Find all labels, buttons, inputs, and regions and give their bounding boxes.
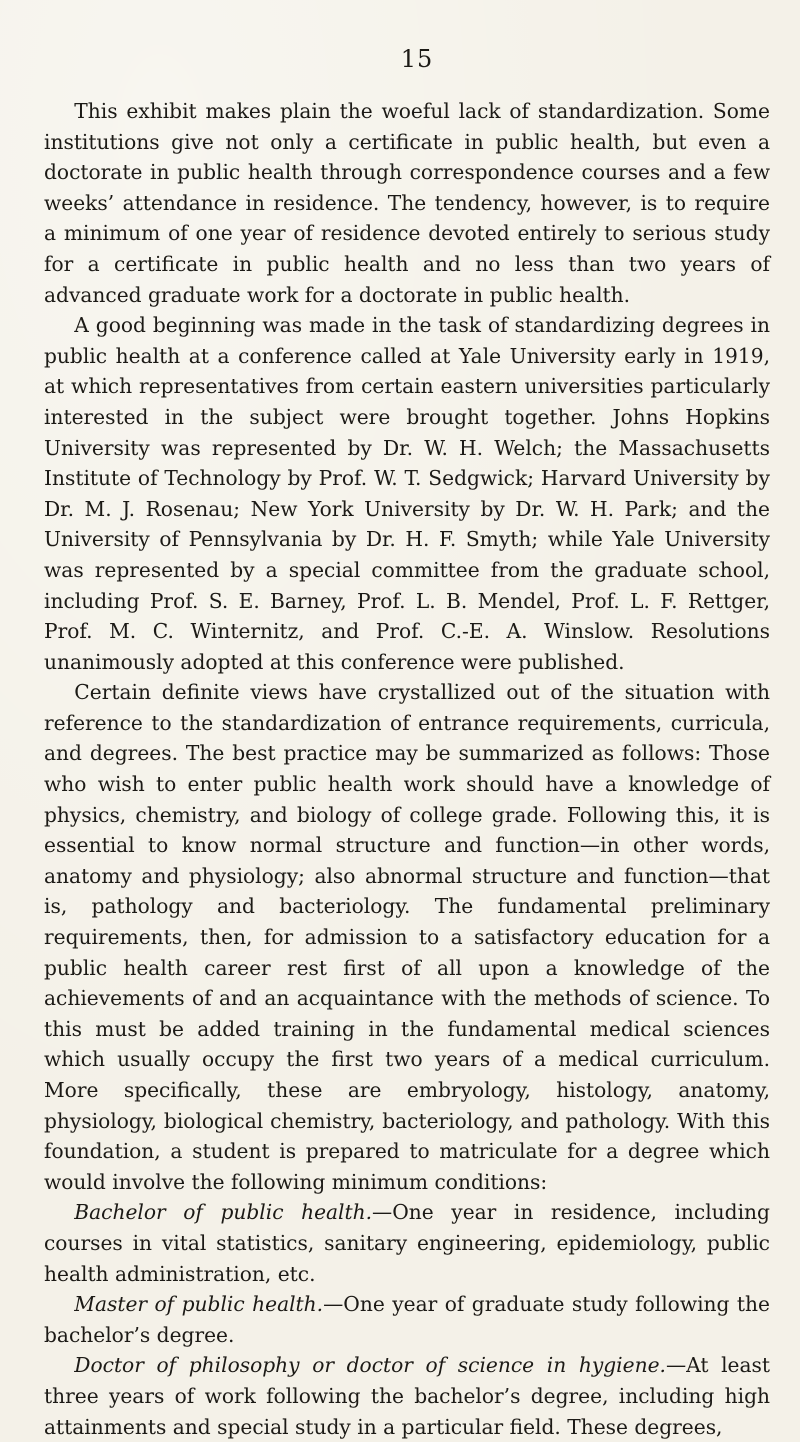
degree-master-description: —One year of graduate study following the bachelor’s degree. bbox=[44, 1292, 770, 1347]
body-text bbox=[44, 96, 770, 1442]
paragraph-yale-conference: A good beginning was made in the task of standardizing degrees in public health at a conference called at Yale University early in 1919, at which representatives from certain eastern universities particularly interested in the subject were brought together. Johns Hopkins University was represented by Dr. W. H. Welch; the Massachusetts Institute of Technology by Prof. W. T. Sedgwick; Harvard University by Dr. M. J. Rosenau; New York University by Dr. W. H. Park; and the University of Pennsylvania by Dr. H. F. Smyth; while Yale University was represented by a special committee from the graduate school, including Prof. S. E. Barney, Prof. L. B. Mendel, Prof. L. F. Rettger, Prof. M. C. Winternitz, and Prof. C.-E. A. Winslow. Resolutions unanimously adopted at this conference were published. bbox=[44, 313, 770, 674]
paragraph-requirements: Certain definite views have crystallized out of the situation with reference to the standardization of entrance requirements, curricula, and degrees. The best practice may be summarized as follows: Those who wish to enter public health work should have a knowledge of physics, chemistry, and biology of college grade. Following this, it is essential to know normal structure and function—in other words, anatomy and physiology; also abnormal structure and function—that is, pathology and bacteriology. The fundamental preliminary requirements, then, for admission to a satisfactory education for a public health career rest first of all upon a knowledge of the achievements of and an acquaintance with the methods of science. To this must be added training in the fundamental medical sciences which usually occupy the first two years of a medical curriculum. More specifically, these are embryology, histology, anatomy, physiology, biological chemistry, bacteriology, and pathology. With this foundation, a student is prepared to matriculate for a degree which would involve the following minimum conditions: bbox=[44, 680, 770, 1194]
degree-bachelor-description: —One year in residence, including courses in vital statistics, sanitary engineering, epidemiology, public health administration, etc. bbox=[44, 1200, 770, 1286]
degree-master bbox=[44, 1289, 770, 1350]
paragraph-standardization: This exhibit makes plain the woeful lack of standardization. Some institutions give not only a certificate in public health, but even a doctorate in public health through correspondence courses and a few weeks’ attendance in residence. The tendency, however, is to require a minimum of one year of residence devoted entirely to serious study for a certificate in public health and no less than two years of advanced graduate work for a doctorate in public health. bbox=[44, 99, 770, 307]
degree-bachelor bbox=[44, 1197, 770, 1289]
page-number: 15 bbox=[400, 45, 434, 73]
degree-doctor-description: —At least three years of work following the bachelor’s degree, including high attainments and special study in a particular field. These degrees, bbox=[44, 1353, 770, 1439]
degree-bachelor-term: Bachelor of public health. bbox=[74, 1200, 373, 1225]
degree-doctor bbox=[44, 1350, 770, 1442]
degree-master-term: Master of public health. bbox=[74, 1292, 324, 1317]
degree-doctor-term: Doctor of philosophy or doctor of science in hygiene. bbox=[74, 1353, 666, 1378]
